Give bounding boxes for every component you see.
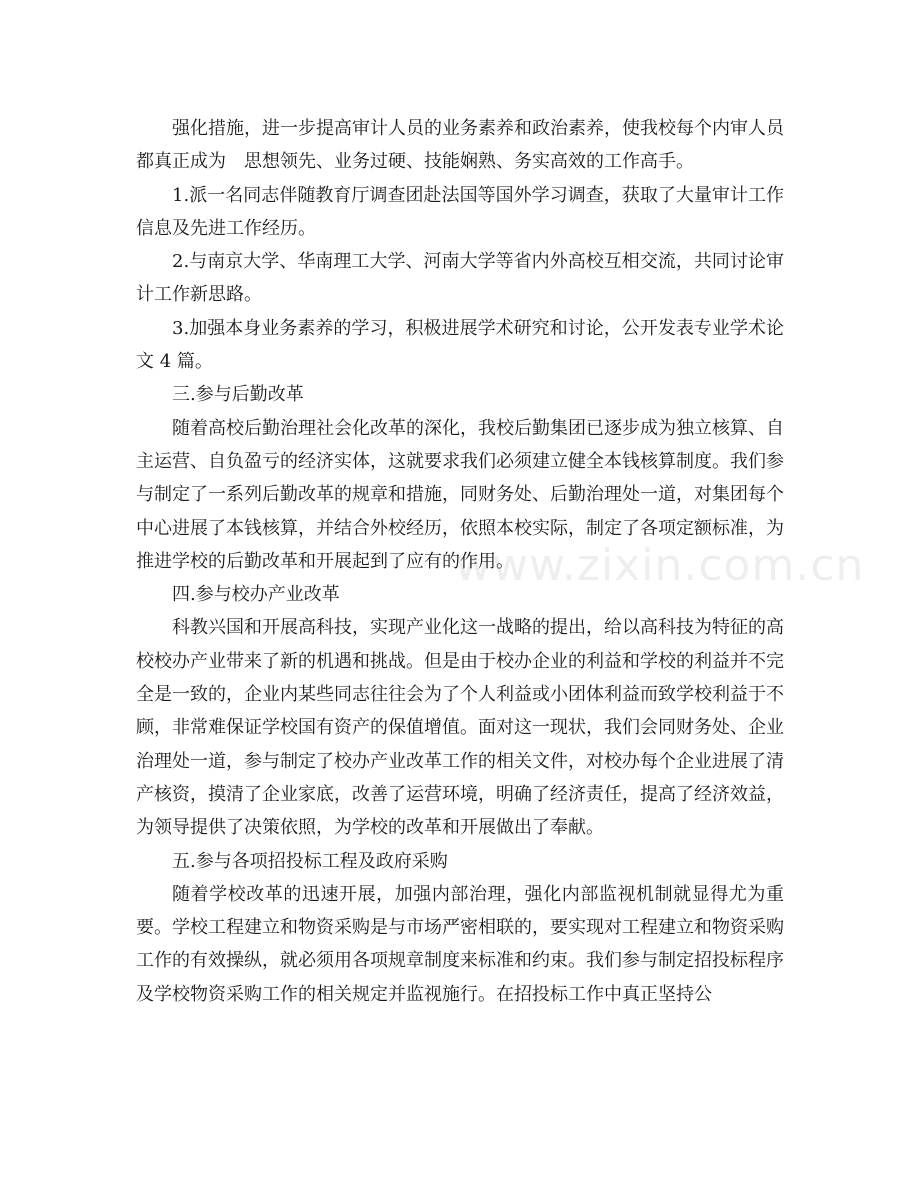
section-heading-5: 五.参与各项招投标工程及政府采购 [172, 850, 448, 872]
paragraph-item-2: 2.与南京大学、华南理工大学、河南大学等省内外高校互相交流，共同讨论审计工作新思路。 [136, 251, 784, 306]
paragraph-procurement: 随着学校改革的迅速开展，加强内部治理，强化内部监视机制就显得尤为重要。学校工程建立和物资采购是与市场严密相联的，要实现对工程建立和物资采购工作的有效操纵，就必须用各项规章制度来标准和约束。我们参与制定招投标程序及学校物资采购工作的相关规定并监视施行。在招投标工作中真正坚持公 [136, 883, 784, 1005]
paragraph-item-3: 3.加强本身业务素养的学习，积极进展学术研究和讨论，公开发表专业学术论文 4 篇。 [136, 317, 784, 373]
document-body [136, 112, 784, 1011]
paragraph-industry-reform: 科教兴国和开展高科技，实现产业化这一战略的提出，给以高科技为特征的高校校办产业带来了新的机遇和挑战。但是由于校办企业的利益和学校的利益并不完全是一致的，企业内某些同志往往会为了个人利益或小团体利益而致学校利益于不顾，非常难保证学校国有资产的保值增值。面对这一现状，我们会同财务处、企业治理处一道，参与制定了校办产业改革工作的相关文件，对校办每个企业进展了清产核资，摸清了企业家底，改善了运营环境，明确了经济责任，提高了经济效益，为领导提供了决策依照，为学校的改革和开展做出了奉献。 [136, 617, 784, 839]
paragraph-logistics-reform: 随着高校后勤治理社会化改革的深化，我校后勤集团已逐步成为独立核算、自主运营、自负盈亏的经济实体，这就要求我们必须建立健全本钱核算制度。我们参与制定了一系列后勤改革的规章和措施，同财务处、后勤治理处一道，对集团每个中心进展了本钱核算，并结合外校经历，依照本校实际，制定了各项定额标准，为推进学校的后勤改革和开展起到了应有的作用。 [136, 417, 784, 572]
section-heading-3: 三.参与后勤改革 [172, 384, 304, 406]
section-heading-4: 四.参与校办产业改革 [172, 584, 340, 606]
watermark: www.zixin.com.cn [455, 540, 865, 591]
paragraph-item-1: 1.派一名同志伴随教育厅调查团赴法国等国外学习调查，获取了大量审计工作信息及先进工作经历。 [136, 184, 784, 239]
paragraph-intro: 强化措施，进一步提高审计人员的业务素养和政治素养，使我校每个内审人员都真正成为 思想领先、业务过硬、技能娴熟、务实高效的工作高手。 [136, 118, 784, 173]
